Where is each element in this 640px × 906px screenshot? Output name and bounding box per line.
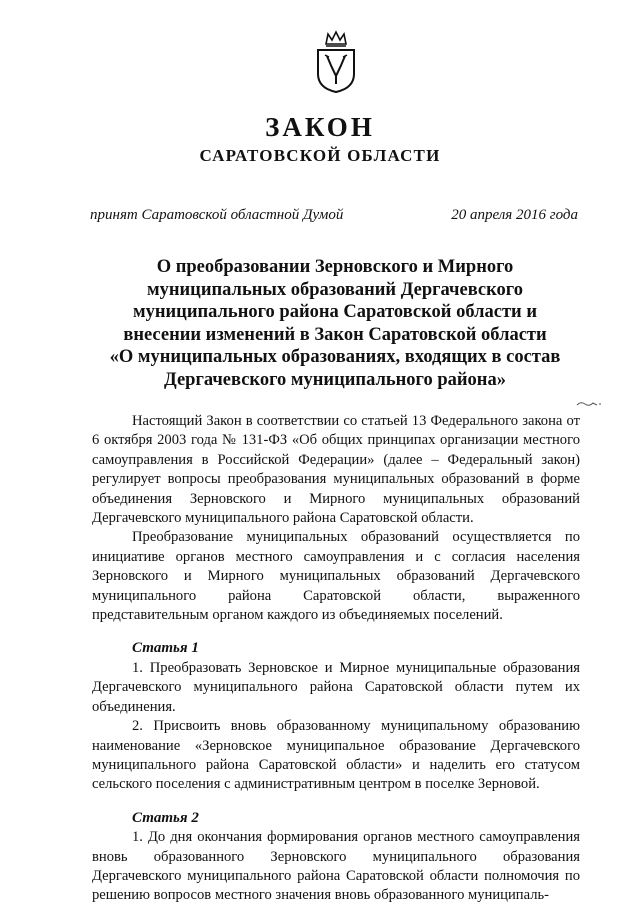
article-title: Статья 2 [132,809,199,826]
adopted-by: принят Саратовской областной Думой [90,207,344,223]
article-paragraph: 1. До дня окончания формирования органов местного самоуправления вновь образованного Зерновского муниципального образования Дергачевского муниципального района Саратовской области полномочия по решению вопросов местного значения вновь образованного муниципаль- [92,829,580,904]
adopted-date: 20 апреля 2016 года [451,207,578,223]
article-title: Статья 1 [132,640,199,657]
heading-line: муниципальных образований Дергачевского [147,279,523,300]
document-subtitle: САРАТОВСКОЙ ОБЛАСТИ [199,146,441,165]
document-title: ЗАКОН [265,112,375,142]
coat-of-arms-icon [312,30,360,94]
heading-line: «О муниципальных образованиях, входящих в состав [109,347,561,367]
law-heading [80,256,590,391]
handwritten-mark-icon [575,399,603,409]
heading-line: О преобразовании Зерновского и Мирного [156,257,514,277]
heading-line: внесении изменений в Закон Саратовской области [123,324,547,345]
heading-line: муниципального района Саратовской области и [132,302,538,322]
article-paragraph: 2. Присвоить вновь образованному муниципальному образованию наименование «Зерновское муниципальное образование Дергачевского муниципального района Саратовской области» и наделить его статусом сельского поселения с административным центром в поселке Зерновой. [92,718,580,793]
preamble-paragraph: Настоящий Закон в соответствии со статьей 13 Федерального закона от 6 октября 2003 года № 131-ФЗ «Об общих принципах организации местного самоуправления в Российской Федерации» (далее – Федеральный закон) регулирует вопросы преобразования муниципальных образований в форме объединения Зерновского и Мирного муниципальных образований Дергачевского муниципального района Саратовской области. [92,413,580,527]
article-paragraph: 1. Преобразовать Зерновское и Мирное муниципальные образования Дергачевского муниципального района Саратовской области путем их объединения. [92,659,580,715]
preamble-paragraph: Преобразование муниципальных образований осуществляется по инициативе органов местного самоуправления и с согласия населения Зерновского и Мирного муниципальных образований Дергачевского муниципального района Саратовской области, выраженного представительным органом каждого из объединяемых поселений. [92,529,580,624]
document-body [92,412,580,906]
heading-line: Дергачевского муниципального района» [164,369,506,390]
